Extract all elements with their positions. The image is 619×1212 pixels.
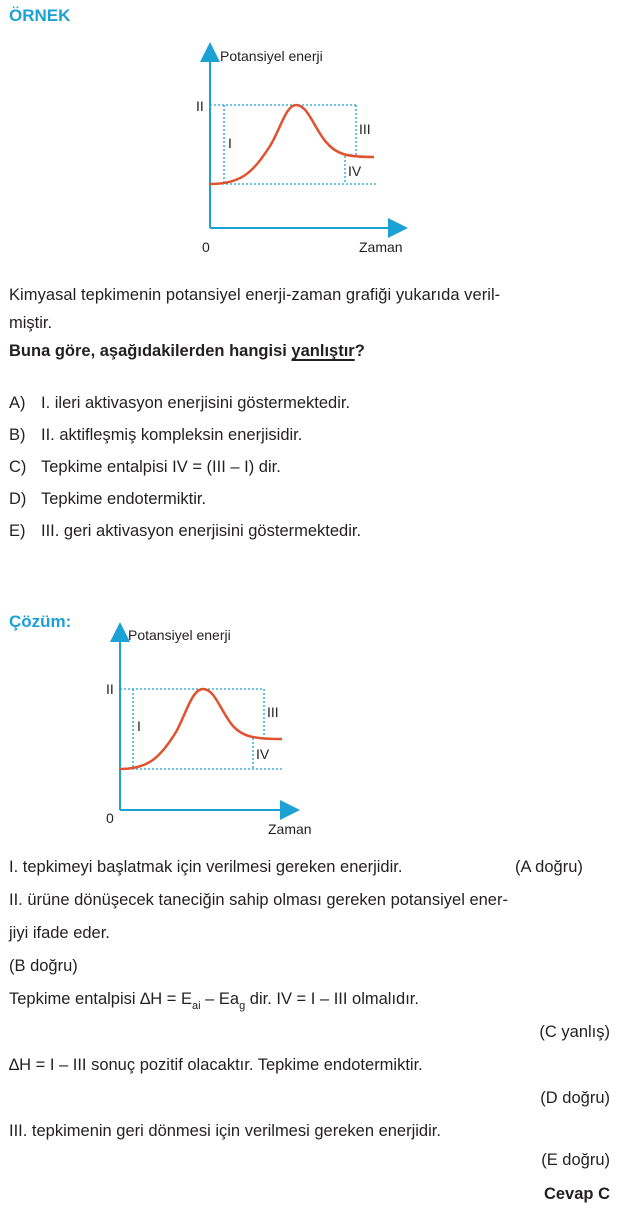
label-I: I [228,135,232,151]
label-I: I [137,718,141,734]
option-a[interactable]: A) I. ileri aktivasyon enerjisini göstermektedir. [9,394,351,412]
level-II-label: II [196,98,204,114]
verdict-b: (B doğru) [9,957,78,975]
solution-line-9: III. tepkimenin geri dönmesi için verilmesi gereken enerjidir. [9,1122,441,1140]
origin-label: 0 [106,810,114,826]
origin-label: 0 [202,239,210,255]
solution-line-7: ∆H = I – III sonuç pozitif olacaktır. Tepkime endotermiktir. [9,1056,423,1074]
option-d[interactable]: D) Tepkime endotermiktir. [9,490,207,508]
prompt-before: Buna göre, aşağıdakilerden hangisi [9,342,292,360]
x-axis-label: Zaman [268,821,312,837]
prompt-underlined: yanlıştır [291,342,355,360]
example-heading: ÖRNEK [9,6,71,25]
solution-line-1: I. tepkimeyi başlatmak için verilmesi gereken enerjidir. [9,858,403,876]
question-line-2: miştir. [9,314,53,332]
solution-line-5: Tepkime entalpisi $\Delta H = E_{ai} - Ea_g$ dir. IV = I – III olmalıdır. [9,990,419,1012]
verdict-d: (D doğru) [540,1089,610,1107]
option-b[interactable]: B) II. aktifleşmiş kompleksin enerjisidir. [9,426,303,444]
verdict-a: (A doğru) [515,858,583,876]
solution-energy-chart [90,620,330,840]
answer-label: Cevap C [543,1185,610,1203]
prompt-after: ? [354,342,365,360]
label-III: III [267,704,279,720]
solution-heading: Çözüm: [9,612,72,631]
label-III: III [359,121,371,137]
option-e[interactable]: E) III. geri aktivasyon enerjisini göstermektedir. [9,522,362,540]
solution-line-2: II. ürüne dönüşecek taneciğin sahip olması gereken potansiyel ener- [9,891,508,909]
option-c[interactable]: C) Tepkime entalpisi IV = (III – I) dir. [9,458,281,476]
verdict-c: (C yanlış) [539,1023,610,1041]
label-IV: IV [348,163,362,179]
y-axis-label: Potansiyel enerji [128,627,231,643]
question-line-1: Kimyasal tepkimenin potansiyel enerji-zaman grafiği yukarıda veril- [9,286,501,304]
example-energy-chart [180,38,420,263]
level-II-label: II [106,681,114,697]
question-prompt [9,341,365,361]
y-axis-label: Potansiyel enerji [220,48,323,64]
verdict-e: (E doğru) [541,1151,610,1169]
x-axis-label: Zaman [359,239,403,255]
solution-line-3: jiyi ifade eder. [9,924,110,942]
label-IV: IV [256,746,270,762]
